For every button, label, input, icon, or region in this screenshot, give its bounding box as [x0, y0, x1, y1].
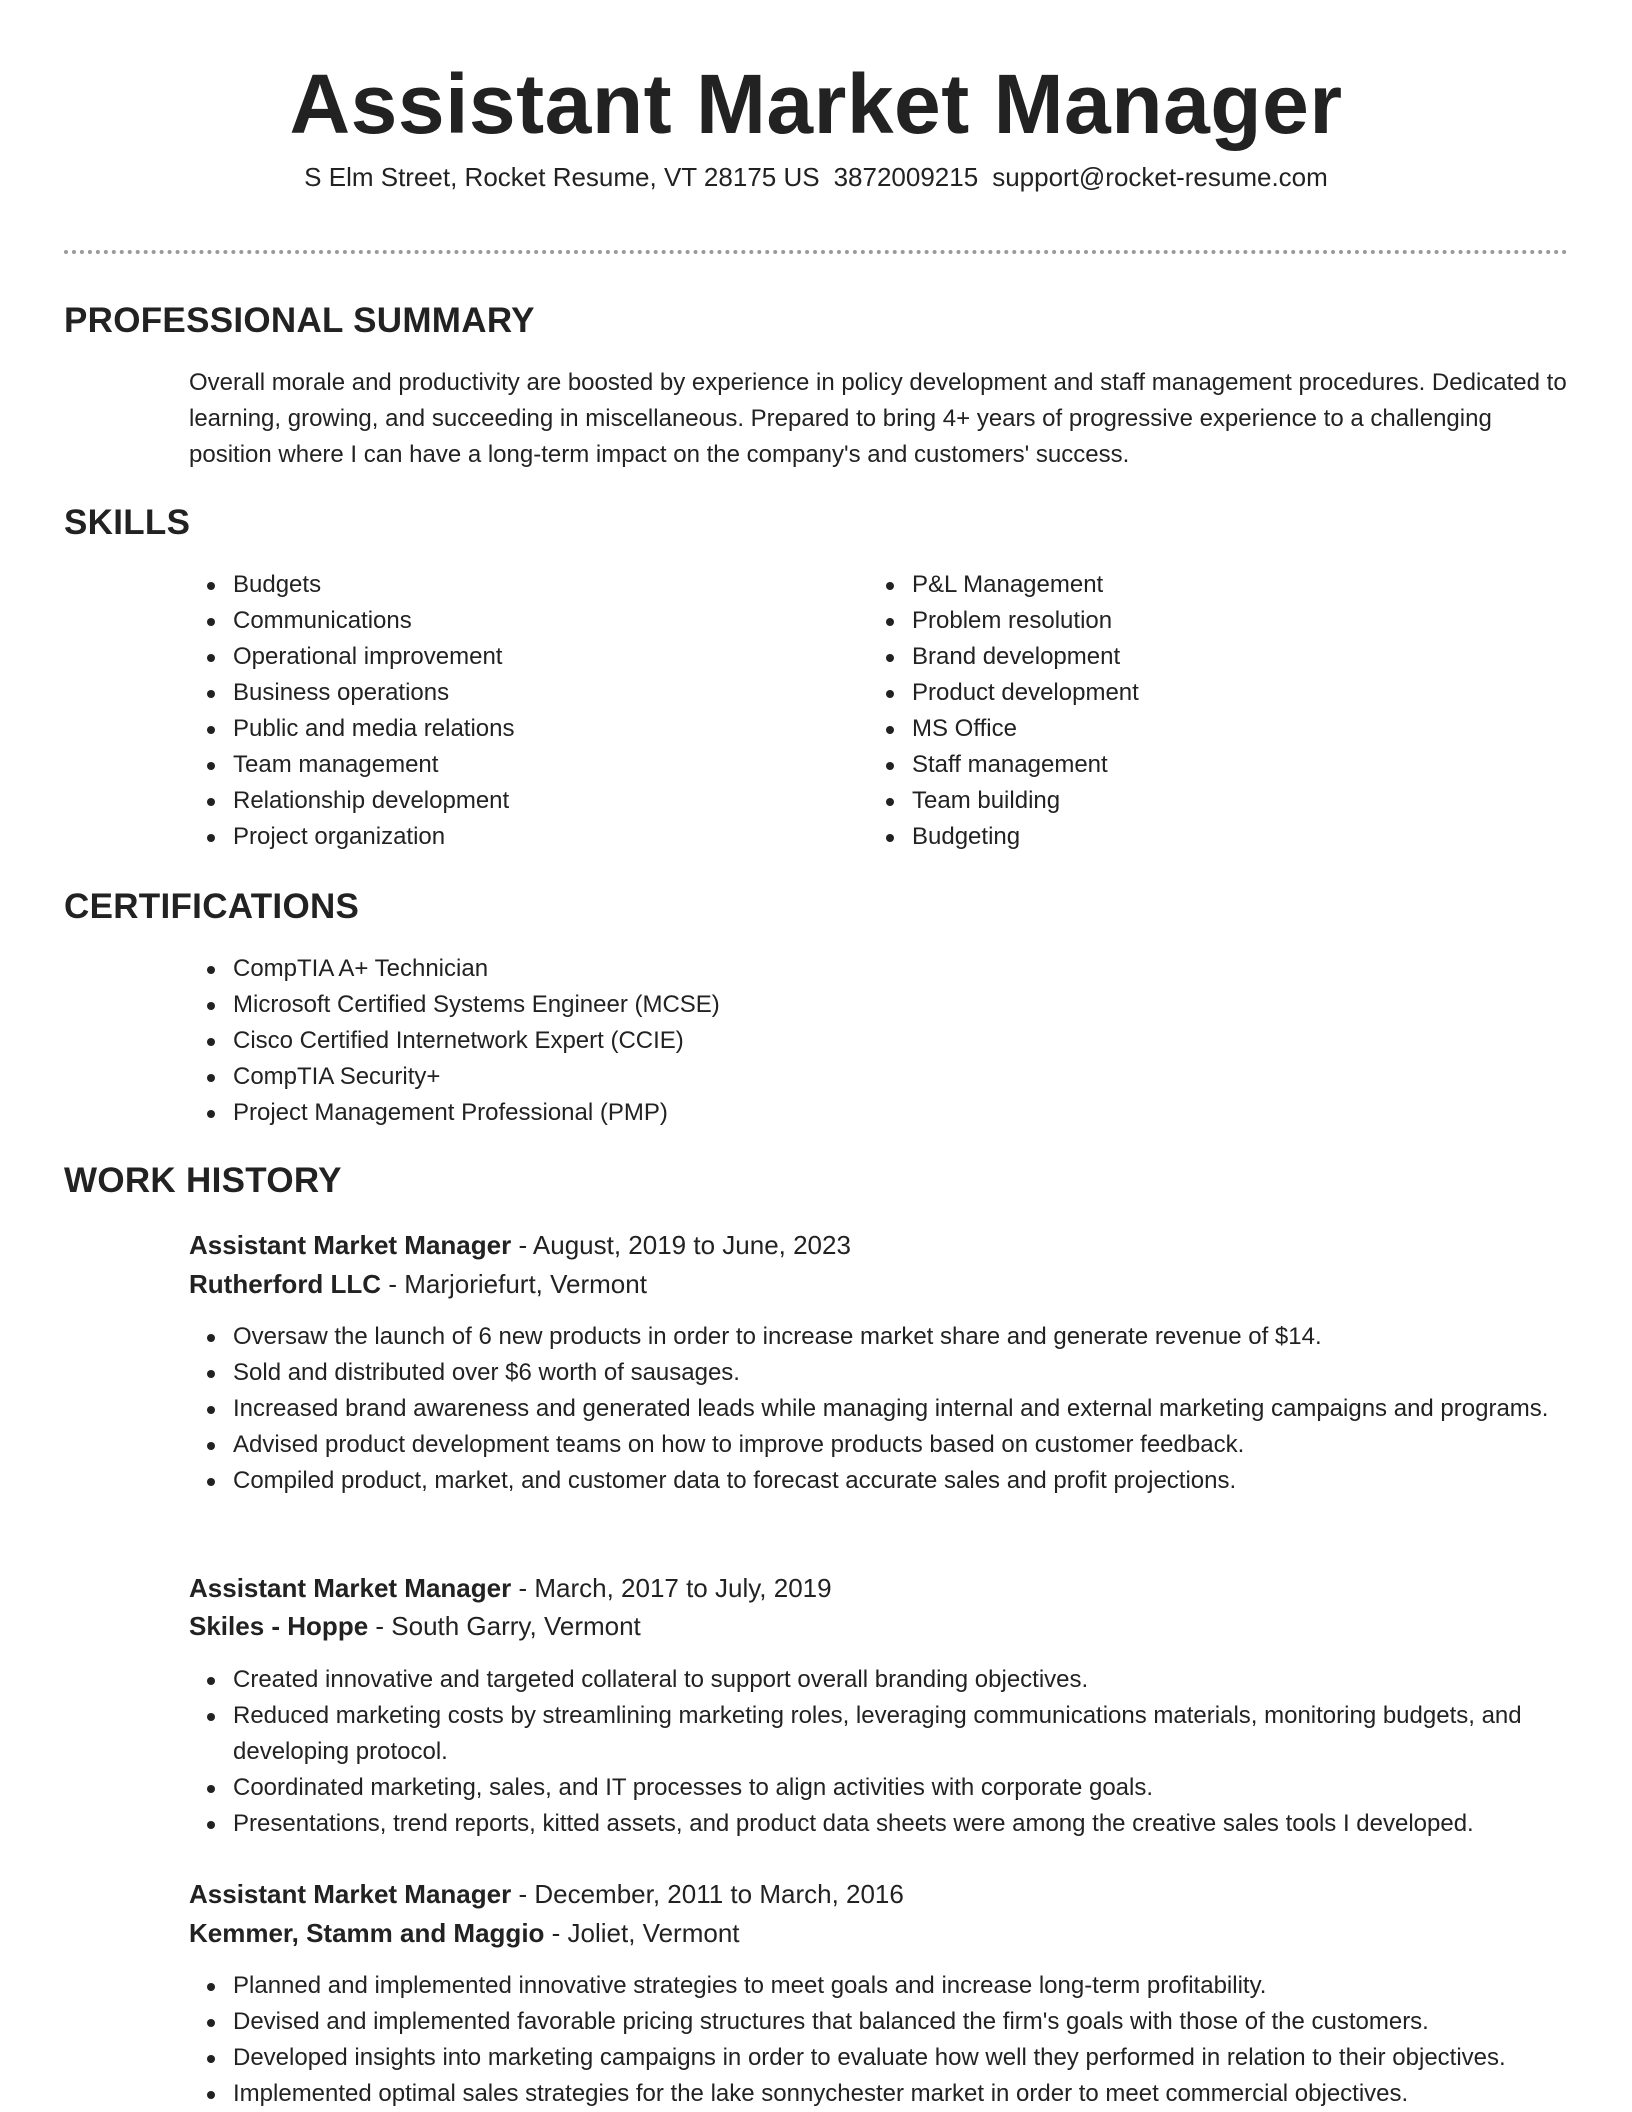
contact-address: S Elm Street, Rocket Resume, VT 28175 US	[304, 162, 820, 192]
skills-list-left	[189, 567, 829, 855]
list-item: Project organization	[189, 819, 829, 855]
job-company: Kemmer, Stamm and Maggio	[189, 1918, 545, 1948]
header-divider	[64, 250, 1568, 254]
list-item: Sold and distributed over $6 worth of sausages.	[189, 1355, 1569, 1391]
contact-phone: 3872009215	[833, 162, 979, 192]
list-item: Developed insights into marketing campaigns in order to evaluate how well they performed in relation to their objectives.	[189, 2040, 1589, 2076]
list-item: Business operations	[189, 675, 829, 711]
list-item: Budgets	[189, 567, 829, 603]
list-item: Brand development	[868, 639, 1508, 675]
job-bullets	[189, 1968, 1589, 2112]
job-title-line	[189, 1226, 851, 1264]
job-role: Assistant Market Manager	[189, 1230, 512, 1260]
job-role: Assistant Market Manager	[189, 1573, 512, 1603]
job-role: Assistant Market Manager	[189, 1879, 512, 1909]
list-item: Staff management	[868, 747, 1508, 783]
list-item: Microsoft Certified Systems Engineer (MCSE)	[189, 987, 1569, 1023]
skills-title: SKILLS	[64, 503, 191, 542]
job-dates: - August, 2019 to June, 2023	[511, 1230, 851, 1260]
list-item: Coordinated marketing, sales, and IT processes to align activities with corporate goals.	[189, 1770, 1569, 1806]
job-dates: - March, 2017 to July, 2019	[511, 1573, 832, 1603]
job-location: - Joliet, Vermont	[544, 1918, 740, 1948]
list-item: Compiled product, market, and customer data to forecast accurate sales and profit projections.	[189, 1463, 1569, 1499]
list-item: Team management	[189, 747, 829, 783]
contact-email: support@rocket-resume.com	[992, 162, 1328, 192]
list-item: Communications	[189, 603, 829, 639]
job-bullets	[189, 1662, 1569, 1842]
list-item: CompTIA A+ Technician	[189, 951, 1569, 987]
list-item: Project Management Professional (PMP)	[189, 1095, 1569, 1131]
list-item: Created innovative and targeted collateral to support overall branding objectives.	[189, 1662, 1569, 1698]
work-history-title: WORK HISTORY	[64, 1161, 342, 1200]
job-company-line	[189, 1265, 647, 1303]
certifications-title: CERTIFICATIONS	[64, 887, 360, 926]
list-item: MS Office	[868, 711, 1508, 747]
list-item: Product development	[868, 675, 1508, 711]
certifications-list	[189, 951, 1569, 1131]
job-company-line	[189, 1914, 740, 1952]
list-item: Oversaw the launch of 6 new products in order to increase market share and generate revenue of $14.	[189, 1319, 1569, 1355]
job-company: Rutherford LLC	[189, 1269, 382, 1299]
job-location: - Marjoriefurt, Vermont	[381, 1269, 647, 1299]
list-item: Reduced marketing costs by streamlining marketing roles, leveraging communications materials, monitoring budgets, and developing protocol.	[189, 1698, 1569, 1770]
job-company-line	[189, 1607, 641, 1645]
contact-line	[0, 160, 1632, 194]
job-company: Skiles - Hoppe	[189, 1611, 369, 1641]
job-dates: - December, 2011 to March, 2016	[511, 1879, 904, 1909]
list-item: Presentations, trend reports, kitted assets, and product data sheets were among the creative sales tools I developed.	[189, 1806, 1569, 1842]
list-item: Devised and implemented favorable pricing structures that balanced the firm's goals with those of the customers.	[189, 2004, 1589, 2040]
skills-list-right	[868, 567, 1508, 855]
list-item: P&L Management	[868, 567, 1508, 603]
list-item: Budgeting	[868, 819, 1508, 855]
list-item: Increased brand awareness and generated leads while managing internal and external marketing campaigns and programs.	[189, 1391, 1569, 1427]
summary-title: PROFESSIONAL SUMMARY	[64, 301, 535, 340]
list-item: Implemented optimal sales strategies for the lake sonnychester market in order to meet commercial objectives.	[189, 2076, 1589, 2112]
job-title-line	[189, 1875, 904, 1913]
job-location: - South Garry, Vermont	[368, 1611, 641, 1641]
list-item: CompTIA Security+	[189, 1059, 1569, 1095]
summary-text: Overall morale and productivity are boosted by experience in policy development and staff management procedures. Dedicated to learning, growing, and succeeding in miscellaneous. Prepared to bring 4+ years of progressive experience to a challenging position where I can have a long-term impact on the company's and customers' success.	[189, 369, 1567, 468]
list-item: Operational improvement	[189, 639, 829, 675]
list-item: Cisco Certified Internetwork Expert (CCIE)	[189, 1023, 1569, 1059]
job-title-line	[189, 1569, 832, 1607]
list-item: Planned and implemented innovative strategies to meet goals and increase long-term profitability.	[189, 1968, 1589, 2004]
resume-name: Assistant Market Manager	[289, 57, 1343, 151]
list-item: Problem resolution	[868, 603, 1508, 639]
list-item: Relationship development	[189, 783, 829, 819]
job-bullets	[189, 1319, 1569, 1499]
list-item: Public and media relations	[189, 711, 829, 747]
list-item: Advised product development teams on how to improve products based on customer feedback.	[189, 1427, 1569, 1463]
list-item: Team building	[868, 783, 1508, 819]
